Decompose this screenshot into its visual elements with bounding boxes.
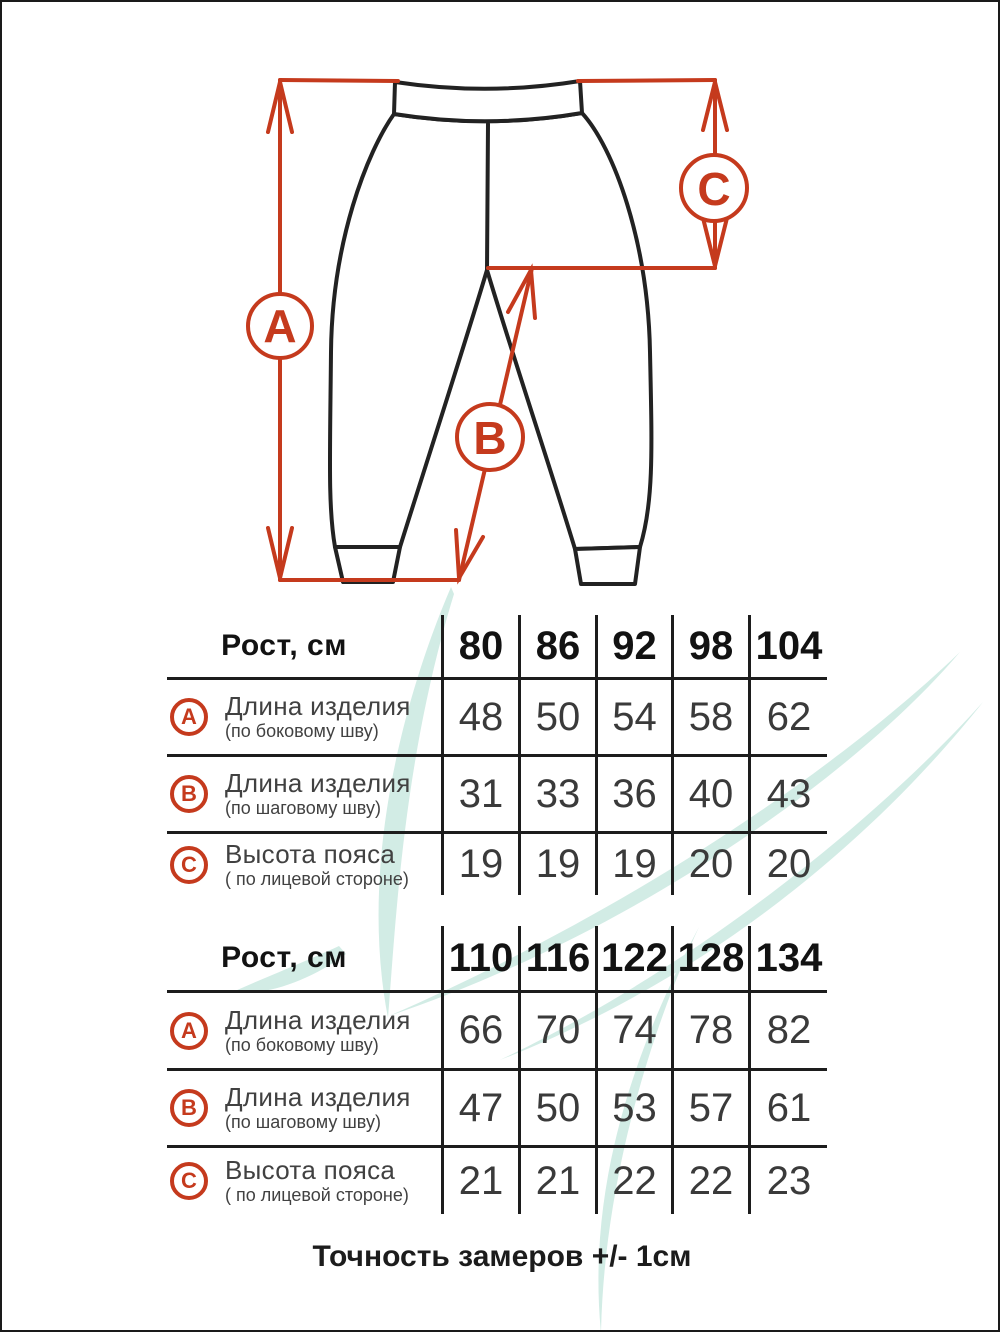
row-badge-a: A bbox=[170, 1012, 208, 1050]
size-column-header: 98 bbox=[674, 615, 751, 677]
value-cell: 61 bbox=[751, 1068, 827, 1145]
size-column-header: 110 bbox=[444, 926, 521, 990]
value-cell: 33 bbox=[521, 754, 598, 831]
row-label-b bbox=[167, 1068, 444, 1145]
value-cell: 20 bbox=[674, 831, 751, 895]
top-ref-line-left bbox=[280, 80, 398, 81]
row-title: Длина изделия bbox=[225, 691, 411, 722]
top-ref-line-right bbox=[578, 80, 715, 81]
size-column-header: 134 bbox=[755, 935, 823, 980]
row-title: Высота пояса bbox=[225, 1155, 396, 1186]
pants-waistband bbox=[394, 81, 582, 121]
left-cuff bbox=[335, 547, 400, 582]
value-cell: 58 bbox=[674, 677, 751, 754]
table-header-label: Рост, см bbox=[167, 615, 444, 677]
row-title: Длина изделия bbox=[225, 1004, 411, 1035]
value-cell: 22 bbox=[598, 1145, 674, 1214]
badge-b-letter: B bbox=[473, 412, 507, 464]
row-label-a bbox=[167, 990, 444, 1068]
row-subtitle: (по боковому шву) bbox=[225, 1034, 379, 1055]
row-label-c bbox=[167, 1145, 444, 1214]
value-cell: 23 bbox=[751, 1145, 827, 1214]
row-label-b bbox=[167, 754, 444, 831]
row-badge-c: C bbox=[170, 1162, 208, 1200]
row-subtitle: ( по лицевой стороне) bbox=[225, 868, 409, 889]
row-label-a bbox=[167, 677, 444, 754]
size-column-header: 122 bbox=[598, 926, 674, 990]
value-cell: 40 bbox=[674, 754, 751, 831]
size-column-header: 104 bbox=[755, 623, 823, 668]
value-cell: 78 bbox=[674, 990, 751, 1068]
value-cell: 21 bbox=[521, 1145, 598, 1214]
value-cell: 19 bbox=[444, 831, 521, 895]
row-badge-c: C bbox=[170, 846, 208, 884]
value-cell: 19 bbox=[598, 831, 674, 895]
row-subtitle: (по боковому шву) bbox=[225, 721, 379, 742]
value-cell: 50 bbox=[521, 677, 598, 754]
value-cell: 74 bbox=[598, 990, 674, 1068]
table-header-label: Рост, см bbox=[167, 926, 444, 990]
center-seam bbox=[487, 124, 488, 270]
value-cell: 50 bbox=[521, 1068, 598, 1145]
value-cell: 62 bbox=[751, 677, 827, 754]
size-table-110-134 bbox=[167, 926, 827, 1214]
value-cell: 66 bbox=[444, 990, 521, 1068]
size-column-header: 128 bbox=[674, 926, 751, 990]
pants-outline bbox=[330, 81, 651, 584]
right-cuff bbox=[575, 547, 640, 584]
size-column-header: 80 bbox=[444, 615, 521, 677]
value-cell: 36 bbox=[598, 754, 674, 831]
size-column-header: 92 bbox=[598, 615, 674, 677]
row-title: Высота пояса bbox=[225, 838, 396, 869]
value-cell: 47 bbox=[444, 1068, 521, 1145]
size-column-header: 86 bbox=[521, 615, 598, 677]
accuracy-note: Точность замеров +/- 1см bbox=[312, 1240, 692, 1273]
pants-body bbox=[330, 113, 651, 549]
row-subtitle: ( по лицевой стороне) bbox=[225, 1185, 409, 1206]
badge-a-letter: A bbox=[263, 300, 297, 352]
value-cell: 19 bbox=[521, 831, 598, 895]
row-label-c bbox=[167, 831, 444, 895]
row-subtitle: (по шаговому шву) bbox=[225, 1112, 381, 1133]
value-cell: 53 bbox=[598, 1068, 674, 1145]
value-cell: 57 bbox=[674, 1068, 751, 1145]
value-cell: 20 bbox=[751, 831, 827, 895]
value-cell: 82 bbox=[751, 990, 827, 1068]
size-column-header: 116 bbox=[521, 926, 598, 990]
row-badge-b: B bbox=[170, 775, 208, 813]
row-title: Длина изделия bbox=[225, 768, 411, 799]
row-badge-b: B bbox=[170, 1089, 208, 1127]
row-badge-a: A bbox=[170, 698, 208, 736]
value-cell: 22 bbox=[674, 1145, 751, 1214]
value-cell: 31 bbox=[444, 754, 521, 831]
value-cell: 21 bbox=[444, 1145, 521, 1214]
value-cell: 54 bbox=[598, 677, 674, 754]
value-cell: 70 bbox=[521, 990, 598, 1068]
value-cell: 48 bbox=[444, 677, 521, 754]
size-table-80-104 bbox=[167, 615, 827, 895]
badge-c-letter: C bbox=[697, 163, 731, 215]
value-cell: 43 bbox=[751, 754, 827, 831]
row-title: Длина изделия bbox=[225, 1082, 411, 1113]
row-subtitle: (по шаговому шву) bbox=[225, 798, 381, 819]
